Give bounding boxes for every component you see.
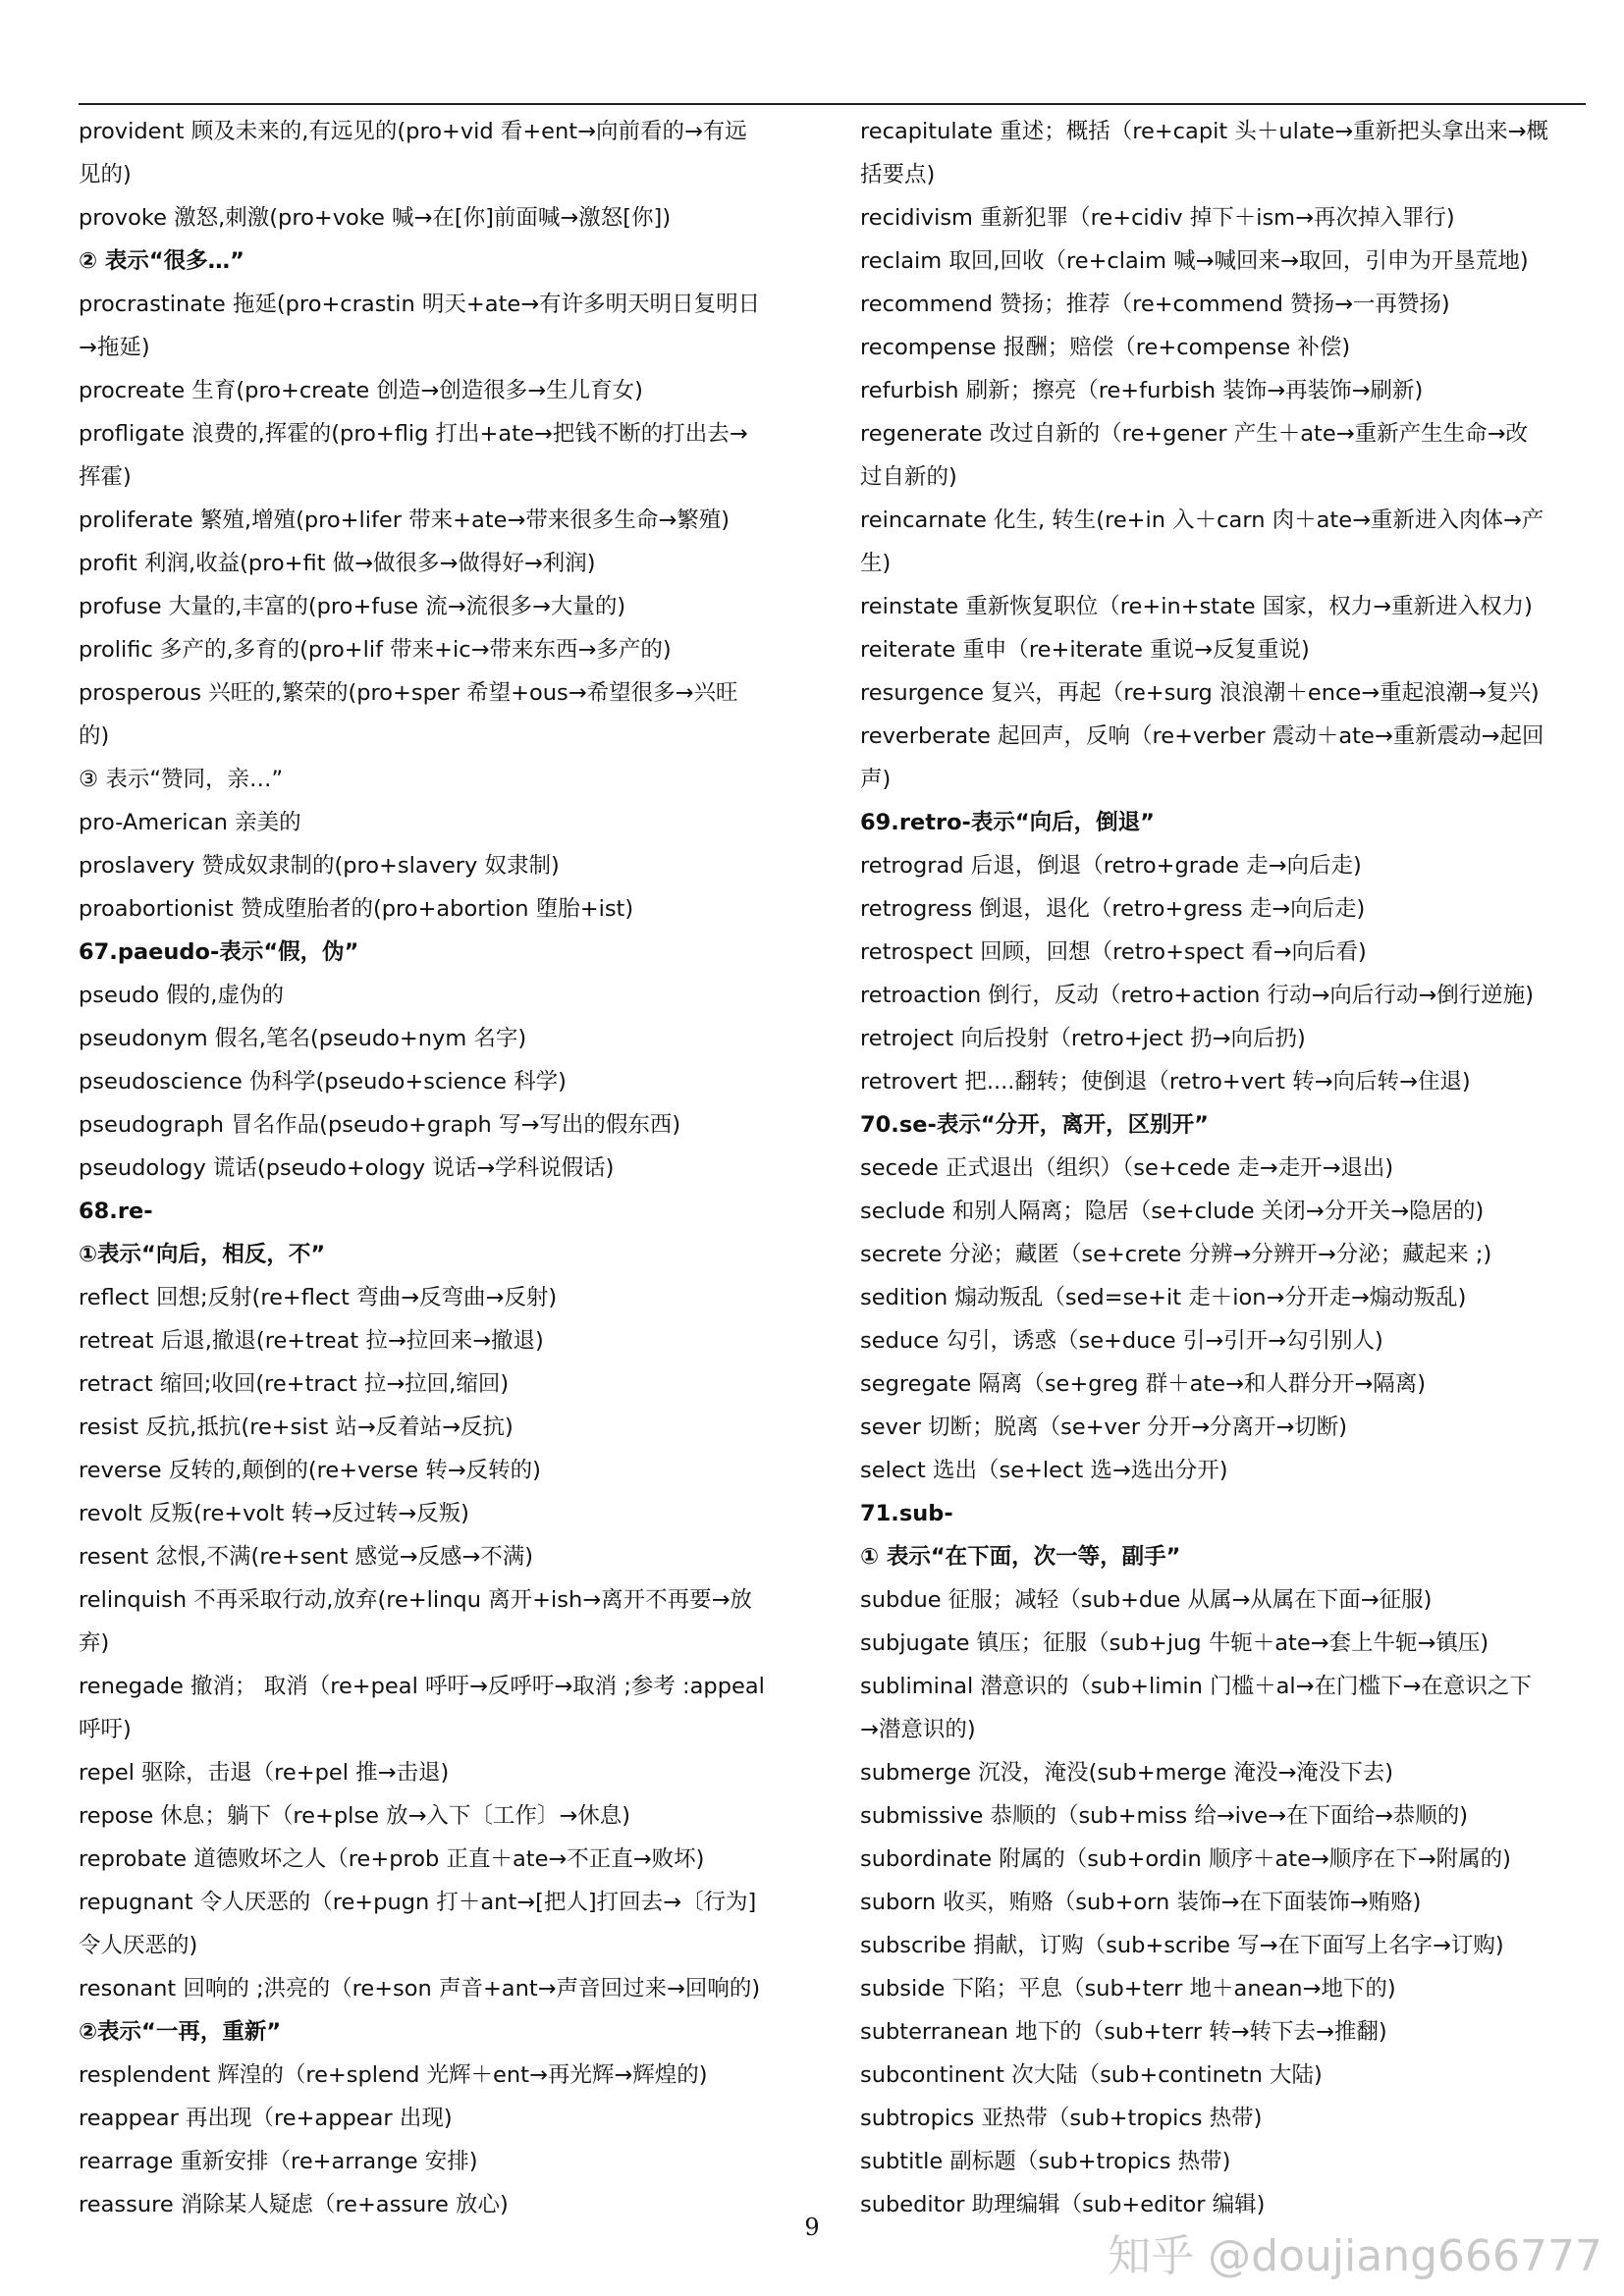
entry-line: proliferate 繁殖,增殖(pro+lifer 带来+ate→带来很多生命→繁殖) — [79, 507, 730, 533]
entry-line: reprobate 道德败坏之人（re+prob 正直＋ate→不正直→败坏) — [79, 1846, 705, 1872]
entry-line: subside 下陷；平息（sub+terr 地＋anean→地下的) — [860, 1976, 1396, 2002]
entry-line: retroaction 倒行，反动（retro+action 行动→向后行动→倒行逆施) — [860, 983, 1535, 1008]
entry-line: repel 驱除，击退（re+pel 推→击退) — [79, 1760, 450, 1786]
entry-line: regenerate 改过自新的（re+gener 产生＋ate→重新产生生命→改 — [860, 421, 1528, 447]
entry-line: procreate 生育(pro+create 创造→创造很多→生儿育女) — [79, 378, 643, 403]
entry-line: segregate 隔离（se+greg 群＋ate→和人群分开→隔离) — [860, 1371, 1427, 1397]
entry-line: 过自新的) — [860, 464, 957, 490]
page-number: 9 — [804, 2214, 820, 2241]
entry-line: pseudograph 冒名作品(pseudo+graph 写→写出的假东西) — [79, 1112, 681, 1138]
entry-line: renegade 撤消； 取消（re+peal 呼吁→反呼吁→取消 ;参考 :appeal — [79, 1674, 765, 1699]
section-heading: 68.re- — [79, 1199, 153, 1224]
entry-line: resent 忿恨,不满(re+sent 感觉→反感→不满) — [79, 1544, 534, 1570]
entry-line: subjugate 镇压；征服（sub+jug 牛轭＋ate→套上牛轭→镇压) — [860, 1630, 1489, 1656]
entry-line: recidivism 重新犯罪（re+cidiv 掉下＋ism→再次掉入罪行) — [860, 205, 1455, 231]
entry-line: reverberate 起回声，反响（re+verber 震动＋ate→重新震动→起回 — [860, 723, 1544, 749]
entry-line: resonant 回响的 ;洪亮的（re+son 声音+ant→声音回过来→回响的) — [79, 1976, 761, 2002]
entry-line: reclaim 取回,回收（re+claim 喊→喊回来→取回，引申为开垦荒地) — [860, 248, 1529, 274]
entry-line: procrastinate 拖延(pro+crastin 明天+ate→有许多明天明日复明日 — [79, 292, 761, 317]
entry-line: recapitulate 重述；概括（re+capit 头＋ulate→重新把头拿出来→概 — [860, 119, 1549, 144]
entry-line: seclude 和别人隔离；隐居（se+clude 关闭→分开关→隐居的) — [860, 1199, 1485, 1224]
entry-line: secede 正式退出（组织）（se+cede 走→走开→退出) — [860, 1155, 1394, 1181]
entry-line: resist 反抗,抵抗(re+sist 站→反着站→反抗) — [79, 1415, 514, 1440]
section-heading: 67.paeudo-表示“假，伪” — [79, 939, 359, 965]
entry-line: 声) — [860, 767, 892, 792]
entry-line: seduce 勾引，诱惑（se+duce 引→引开→勾引别人) — [860, 1328, 1383, 1354]
entry-line: subscribe 捐献，订购（sub+scribe 写→在下面写上名字→订购) — [860, 1933, 1504, 1958]
entry-line: pseudonym 假名,笔名(pseudo+nym 名字) — [79, 1026, 527, 1051]
entry-line: subdue 征服；减轻（sub+due 从属→从属在下面→征服) — [860, 1587, 1433, 1613]
entry-line: reiterate 重申（re+iterate 重说→反复重说) — [860, 637, 1310, 663]
entry-line: profit 利润,收益(pro+fit 做→做很多→做得好→利润) — [79, 551, 596, 576]
header-rule — [79, 103, 1586, 105]
entry-line: subtitle 副标题（sub+tropics 热带) — [860, 2149, 1231, 2174]
entry-line: reassure 消除某人疑虑（re+assure 放心) — [79, 2192, 509, 2217]
entry-line: profuse 大量的,丰富的(pro+fuse 流→流很多→大量的) — [79, 594, 626, 619]
entry-line: subordinate 附属的（sub+ordin 顺序＋ate→顺序在下→附属的) — [860, 1846, 1511, 1872]
entry-line: reappear 再出现（re+appear 出现) — [79, 2106, 453, 2131]
section-heading: ① 表示“在下面，次一等，副手” — [860, 1544, 1181, 1570]
entry-line: submissive 恭顺的（sub+miss 给→ive→在下面给→恭顺的) — [860, 1803, 1469, 1829]
entry-line: relinquish 不再采取行动,放弃(re+linqu 离开+ish→离开不再要→放 — [79, 1587, 752, 1613]
entry-line: 呼吁) — [79, 1717, 132, 1742]
entry-line: refurbish 刷新；擦亮（re+furbish 装饰→再装饰→刷新) — [860, 378, 1424, 403]
entry-line: pseudo 假的,虚伪的 — [79, 983, 284, 1008]
entry-line: resplendent 辉湟的（re+splend 光辉＋ent→再光辉→辉煌的) — [79, 2062, 708, 2088]
entry-line: provident 顾及未来的,有远见的(pro+vid 看+ent→向前看的→有远 — [79, 119, 747, 144]
entry-line: 括要点) — [860, 162, 936, 187]
entry-line: subliminal 潜意识的（sub+limin 门槛＋al→在门槛下→在意识之下 — [860, 1674, 1532, 1699]
entry-line: reverse 反转的,颠倒的(re+verse 转→反转的) — [79, 1458, 541, 1483]
section-heading: 70.se-表示“分开，离开，区别开” — [860, 1112, 1209, 1138]
entry-line: pseudoscience 伪科学(pseudo+science 科学) — [79, 1069, 567, 1095]
entry-line: revolt 反叛(re+volt 转→反过转→反叛) — [79, 1501, 469, 1526]
entry-line: retrogress 倒退，退化（retro+gress 走→向后走) — [860, 896, 1366, 922]
entry-line: retreat 后退,撤退(re+treat 拉→拉回来→撤退) — [79, 1328, 544, 1354]
entry-line: proabortionist 赞成堕胎者的(pro+abortion 堕胎+ist) — [79, 896, 634, 922]
entry-line: retrospect 回顾，回想（retro+spect 看→向后看) — [860, 939, 1367, 965]
entry-line: →拖延) — [79, 335, 150, 360]
entry-line: recommend 赞扬；推荐（re+commend 赞扬→一再赞扬) — [860, 292, 1450, 317]
entry-line: provoke 激怒,刺激(pro+voke 喊→在[你]前面喊→激怒[你]) — [79, 205, 672, 231]
entry-line: submerge 沉没，淹没(sub+merge 淹没→淹没下去) — [860, 1760, 1394, 1786]
entry-line: retrovert 把....翻转；使倒退（retro+vert 转→向后转→住退) — [860, 1069, 1471, 1095]
entry-line: pro-American 亲美的 — [79, 810, 301, 835]
entry-line: recompense 报酬；赔偿（re+compense 补偿) — [860, 335, 1351, 360]
entry-line: repugnant 令人厌恶的（re+pugn 打＋ant→[把人]打回去→〔行为] — [79, 1890, 757, 1915]
entry-line: prosperous 兴旺的,繁荣的(pro+sper 希望+ous→希望很多→兴旺 — [79, 680, 738, 706]
entry-line: 挥霍) — [79, 464, 132, 490]
entry-line: ③ 表示“赞同，亲…” — [79, 767, 284, 792]
entry-line: select 选出（se+lect 选→选出分开) — [860, 1458, 1228, 1483]
entry-line: subtropics 亚热带（sub+tropics 热带) — [860, 2106, 1263, 2131]
entry-line: profligate 浪费的,挥霍的(pro+flig 打出+ate→把钱不断的打出去→ — [79, 421, 748, 447]
entry-line: 弃) — [79, 1630, 110, 1656]
entry-line: repose 休息；躺下（re+plse 放→入下〔工作〕→休息) — [79, 1803, 631, 1829]
entry-line: 生) — [860, 551, 892, 576]
entry-line: secrete 分泌；藏匿（se+crete 分辨→分辨开→分泌；藏起来 ;) — [860, 1242, 1492, 1267]
entry-line: suborn 收买，贿赂（sub+orn 装饰→在下面装饰→贿赂) — [860, 1890, 1422, 1915]
entry-line: sever 切断；脱离（se+ver 分开→分离开→切断) — [860, 1415, 1348, 1440]
entry-line: pseudology 谎话(pseudo+ology 说话→学科说假话) — [79, 1155, 615, 1181]
entry-line: →潜意识的) — [860, 1717, 976, 1742]
entry-line: 令人厌恶的) — [79, 1933, 198, 1958]
entry-line: retroject 向后投射（retro+ject 扔→向后扔) — [860, 1026, 1306, 1051]
entry-line: reincarnate 化生, 转生(re+in 入＋carn 肉＋ate→重新进入肉体→产 — [860, 507, 1544, 533]
entry-line: subterranean 地下的（sub+terr 转→转下去→推翻) — [860, 2019, 1387, 2045]
entry-line: subcontinent 次大陆（sub+continetn 大陆) — [860, 2062, 1323, 2088]
entry-line: rearrage 重新安排（re+arrange 安排) — [79, 2149, 478, 2174]
entry-line: reflect 回想;反射(re+flect 弯曲→反弯曲→反射) — [79, 1285, 558, 1310]
entry-line: 的) — [79, 723, 110, 749]
entry-line: 见的) — [79, 162, 132, 187]
section-heading: 71.sub- — [860, 1501, 953, 1526]
entry-line: prolific 多产的,多育的(pro+lif 带来+ic→带来东西→多产的) — [79, 637, 672, 663]
entry-line: sedition 煽动叛乱（sed=se+it 走＋ion→分开走→煽动叛乱) — [860, 1285, 1467, 1310]
watermark: 知乎 @doujiang666777 — [1108, 2231, 1602, 2281]
entry-line: retrograd 后退，倒退（retro+grade 走→向后走) — [860, 853, 1362, 879]
right-column — [860, 110, 1587, 2226]
entry-line: resurgence 复兴，再起（re+surg 浪浪潮＋ence→重起浪潮→复兴) — [860, 680, 1540, 706]
section-heading: 69.retro-表示“向后，倒退” — [860, 810, 1155, 835]
section-heading: ②表示“一再，重新” — [79, 2019, 282, 2045]
entry-line: reinstate 重新恢复职位（re+in+state 国家，权力→重新进入权力) — [860, 594, 1533, 619]
entry-line: subeditor 助理编辑（sub+editor 编辑) — [860, 2192, 1266, 2217]
section-heading: ①表示“向后，相反，不” — [79, 1242, 326, 1267]
entry-line: proslavery 赞成奴隶制的(pro+slavery 奴隶制) — [79, 853, 560, 879]
left-column — [79, 110, 810, 2226]
section-heading: ② 表示“很多…” — [79, 248, 244, 274]
entry-line: retract 缩回;收回(re+tract 拉→拉回,缩回) — [79, 1371, 510, 1397]
